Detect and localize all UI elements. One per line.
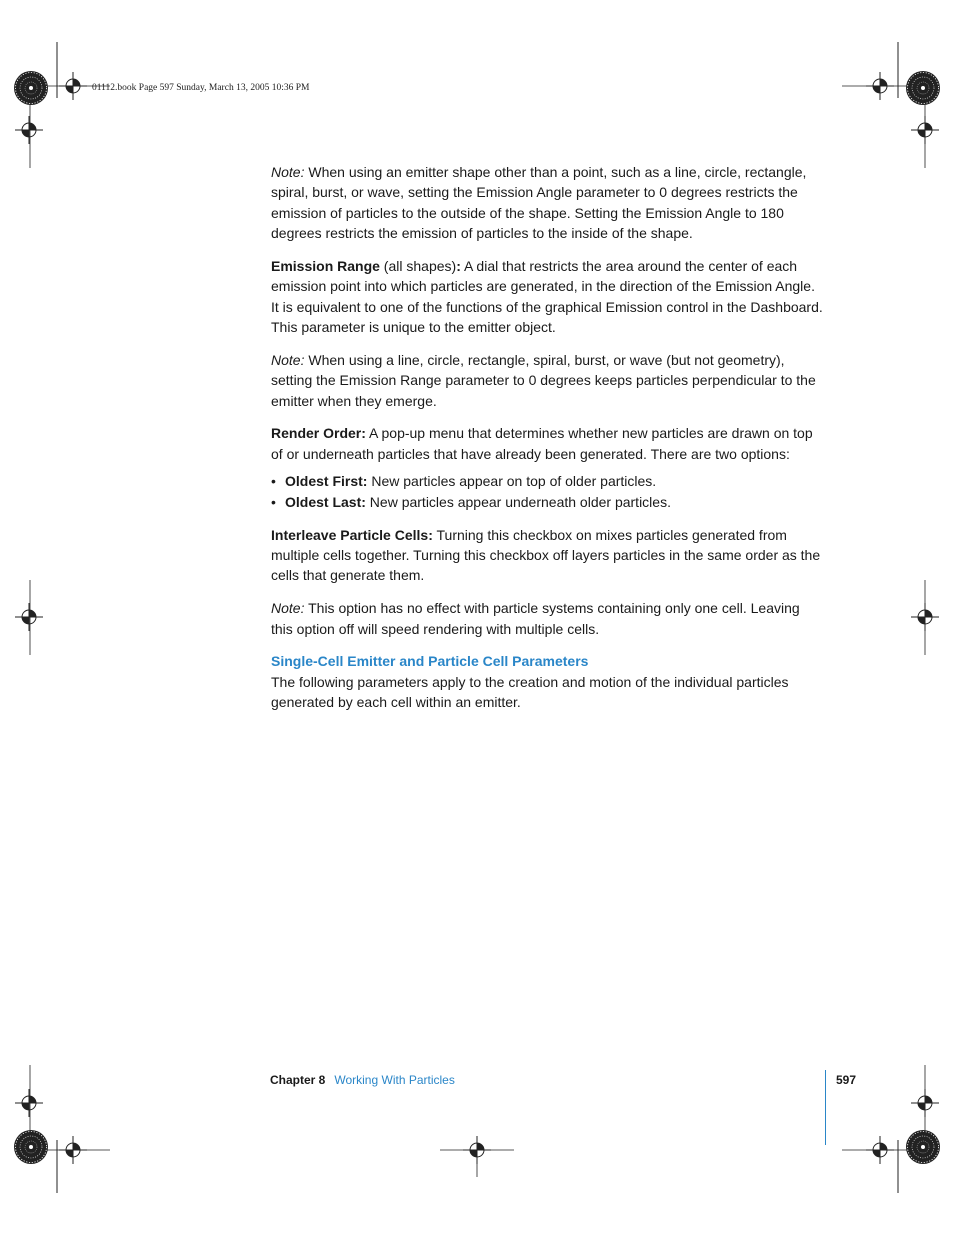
option-term: Oldest First:	[285, 473, 368, 490]
list-item	[271, 471, 823, 491]
note-paragraph	[271, 598, 823, 639]
note-label: Note:	[271, 600, 305, 617]
note-paragraph	[271, 350, 823, 411]
note-paragraph	[271, 162, 823, 244]
parameter-colon: :	[456, 257, 461, 274]
chapter-label: Chapter 8	[270, 1073, 326, 1087]
slug-line: 01112.book Page 597 Sunday, March 13, 2005 10:36 PM	[92, 83, 310, 93]
parameter-qualifier: (all shapes)	[379, 257, 457, 274]
note-text: When using a line, circle, rectangle, spiral, burst, or wave (but not geometry), setting the Emission Range parameter to 0 degrees keeps particles perpendicular to the emitter when they emerge.	[271, 351, 816, 409]
parameter-description: A dial that restricts the area around the center of each emission point into which particles are generated, in the direction of the Emission Angle. It is equivalent to one of the functions of the graphical Emission control in the Dashboard. This parameter is unique to the emitter object.	[271, 257, 823, 336]
parameter-render-order	[271, 423, 823, 464]
parameter-term: Emission Range	[271, 257, 380, 274]
parameter-description: Turning this checkbox on mixes particles generated from multiple cells together. Turning this checkbox off layers particles in the same order as the cells that generate them.	[271, 526, 821, 584]
note-label: Note:	[271, 164, 305, 180]
parameter-interleave	[271, 525, 823, 586]
render-order-options	[271, 471, 823, 512]
option-description: New particles appear on top of older particles.	[367, 473, 657, 490]
parameter-emission-range	[271, 256, 823, 338]
footer-chapter	[270, 1073, 455, 1087]
note-label: Note:	[271, 351, 305, 368]
bullet: •	[271, 473, 276, 490]
parameter-term: Render Order:	[271, 425, 366, 442]
list-item	[271, 492, 823, 512]
option-term: Oldest Last:	[285, 493, 366, 510]
note-text: When using an emitter shape other than a point, such as a line, circle, rectangle, spiral, burst, or wave, setting the Emission Angle parameter to 0 degrees restricts the emission of particles to the outside of the shape. Setting the Emission Angle to 180 degrees restricts the emission of particles to the inside of the shape.	[271, 164, 807, 242]
section-heading: Single-Cell Emitter and Particle Cell Parameters	[271, 653, 589, 670]
parameter-term: Interleave Particle Cells:	[271, 526, 433, 543]
note-text: This option has no effect with particle systems containing only one cell. Leaving this option off will speed rendering with multiple cells.	[271, 600, 800, 637]
section-intro: The following parameters apply to the creation and motion of the individual particles generated by each cell within an emitter.	[271, 673, 789, 711]
page-number: 597	[836, 1073, 857, 1087]
page-body	[271, 162, 823, 725]
footer-divider	[825, 1070, 826, 1145]
option-description: New particles appear underneath older particles.	[365, 493, 671, 510]
bullet: •	[271, 493, 276, 510]
parameter-description: A pop-up menu that determines whether new particles are drawn on top of or underneath particles that have already been generated. There are two options:	[271, 425, 813, 462]
chapter-title: Working With Particles	[334, 1073, 455, 1087]
